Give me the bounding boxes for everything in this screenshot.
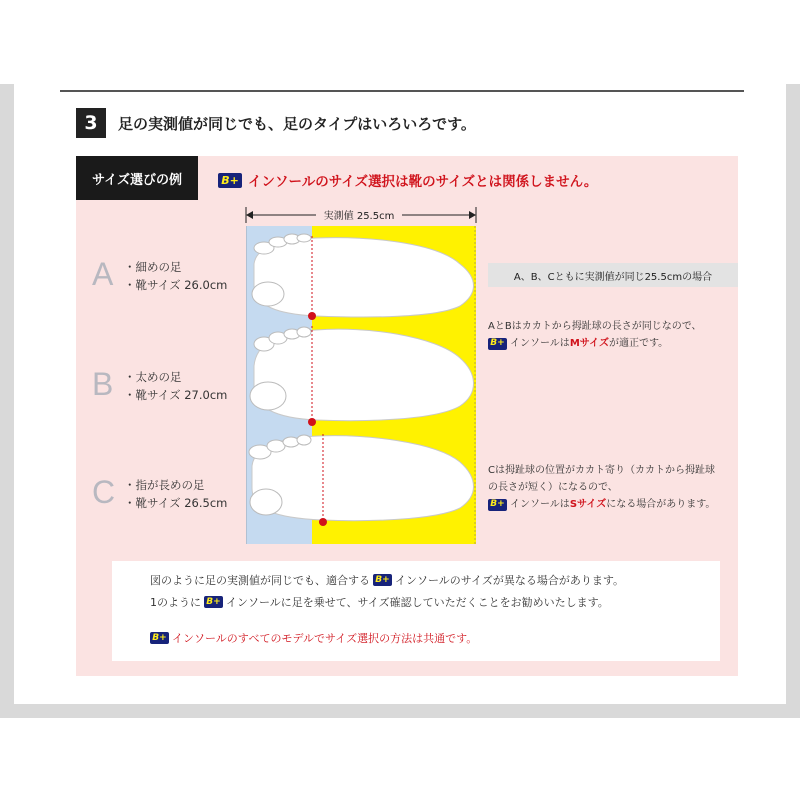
row-a-shoe-size: ・靴サイズ 26.0cm: [124, 278, 228, 292]
note-c-line2: の長さが短く）になるので、: [488, 482, 618, 493]
summary-line1-pre: 図のように足の実測値が同じでも、適合する: [150, 574, 370, 587]
note-c-line3: [488, 496, 738, 513]
summary-line3-text: インソールのすべてのモデルでサイズ選択の方法は共通です。: [172, 632, 478, 645]
note-ab-line1: AとBはカカトから拇趾球の長さが同じなので、: [488, 321, 702, 332]
row-b-shoe-size: ・靴サイズ 27.0cm: [124, 388, 228, 402]
bplus-logo-icon: B+: [488, 338, 507, 350]
summary-line2: [150, 594, 609, 610]
note-c-size-s: Sサイズ: [569, 499, 607, 510]
row-c-shoe-size: ・靴サイズ 26.5cm: [124, 496, 228, 510]
step-title: 足の実測値が同じでも、足のタイプはいろいろです。: [118, 114, 476, 133]
note-c: [488, 462, 738, 513]
row-b-desc: [124, 368, 227, 404]
row-b-letter: B: [92, 366, 114, 402]
size-example-tag: サイズ選びの例: [76, 156, 198, 200]
right-gray-border: [786, 84, 800, 704]
row-c-desc: [124, 476, 227, 512]
row-a-type: ・細めの足: [124, 260, 182, 274]
step-number: 3: [76, 108, 106, 138]
row-c-letter: C: [92, 474, 116, 510]
top-divider: [60, 90, 744, 92]
step-header: [76, 108, 476, 138]
headline: [218, 170, 597, 190]
summary-line2-post: インソールに足を乗せて、サイズ確認していただくことをお勧めいたします。: [226, 596, 609, 609]
row-a-letter: A: [92, 256, 114, 292]
bplus-logo-icon: B+: [218, 173, 242, 188]
bplus-logo-icon: B+: [488, 499, 507, 511]
measure-label: 実測値 25.5cm: [316, 207, 402, 223]
note-ab-size-m: Mサイズ: [569, 338, 609, 349]
summary-line2-pre: 1のように: [150, 596, 201, 609]
note-ab-line2-post: が適正です。: [608, 338, 669, 349]
note-c-line1: Cは拇趾球の位置がカカト寄り（カカトから拇趾球: [488, 465, 715, 476]
note-c-line3-pre: インソールは: [510, 499, 570, 510]
measure-note-box: A、B、Cともに実測値が同じ25.5cmの場合: [488, 263, 738, 287]
row-b-type: ・太めの足: [124, 370, 182, 384]
note-ab-line2: [488, 335, 738, 352]
foot-diagram-svg: [246, 226, 476, 544]
summary-line1-post: インソールのサイズが異なる場合があります。: [395, 574, 625, 587]
bplus-logo-icon: B+: [373, 574, 392, 586]
note-ab-line2-pre: インソールは: [510, 338, 570, 349]
summary-line3: [150, 630, 477, 646]
bottom-gray-border: [0, 704, 800, 718]
note-c-line3-post: になる場合があります。: [606, 499, 716, 510]
summary-line1: [150, 572, 624, 588]
bplus-logo-icon: B+: [150, 632, 169, 644]
note-ab: [488, 318, 738, 352]
row-a-desc: [124, 258, 227, 294]
foot-diagram: [246, 226, 476, 544]
row-c-type: ・指が長めの足: [124, 478, 205, 492]
left-gray-border: [0, 84, 14, 704]
headline-text: インソールのサイズ選択は靴のサイズとは関係しません。: [248, 174, 598, 190]
bplus-logo-icon: B+: [204, 596, 223, 608]
